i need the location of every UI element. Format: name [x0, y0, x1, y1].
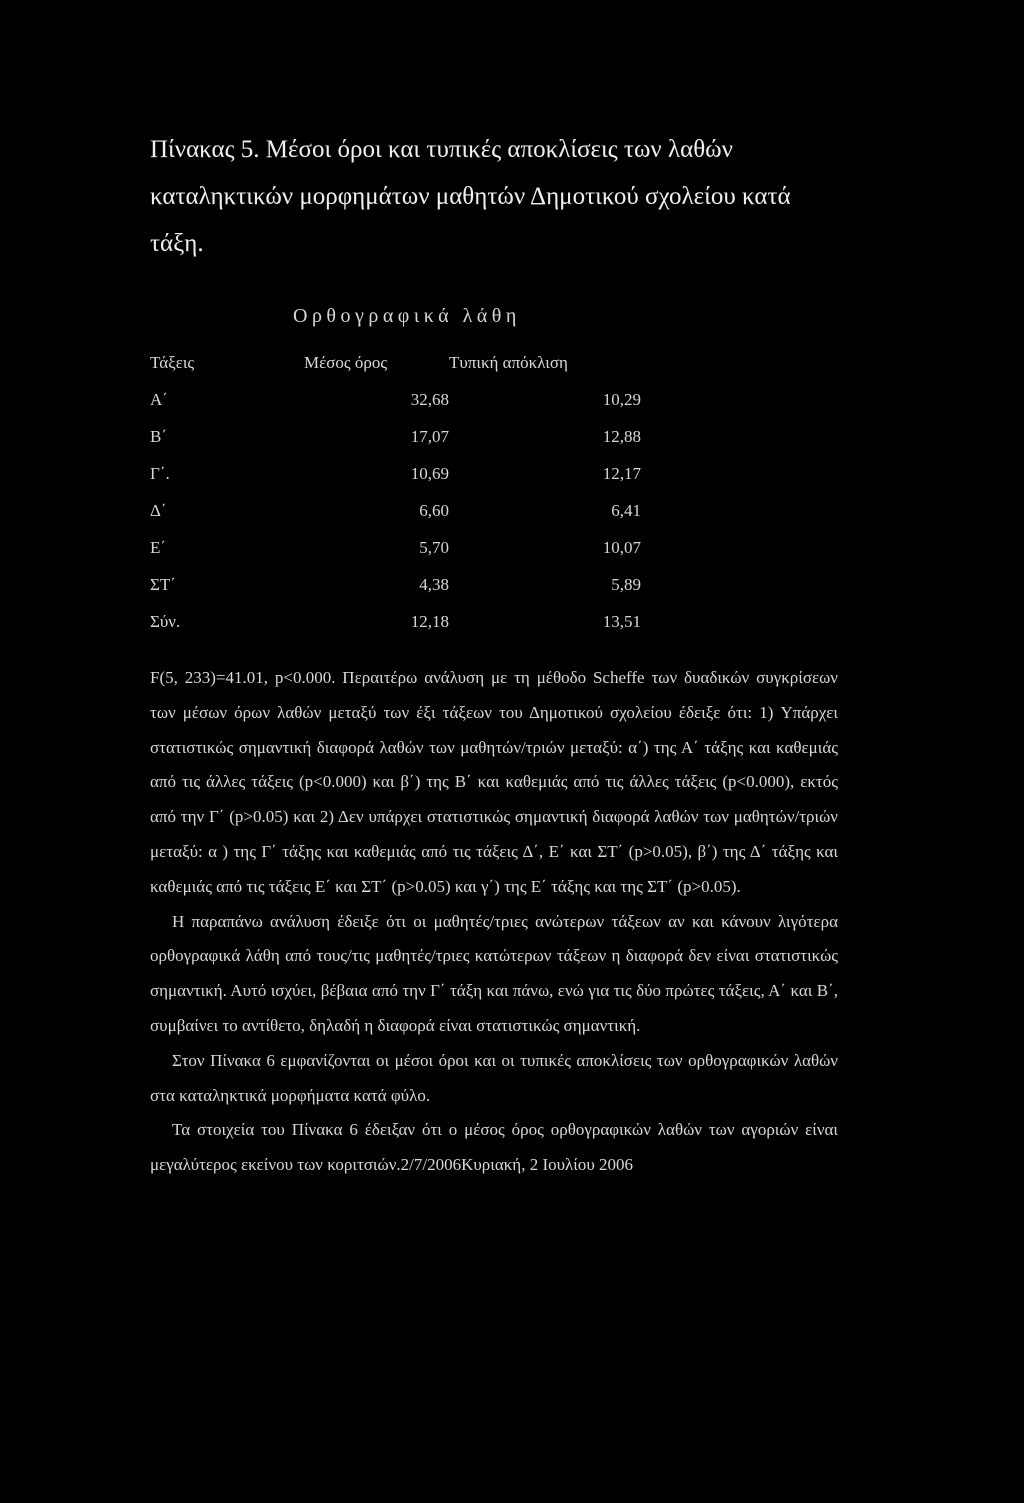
cell-sd: 13,51 — [602, 611, 641, 631]
cell-sd: 10,07 — [602, 537, 641, 557]
cell-sd: 5,89 — [611, 574, 641, 594]
paragraph-analysis: F(5, 233)=41.01, p<0.000. Περαιτέρω ανάλυση με τη μέθοδο Scheffe των δυαδικών συγκρίσεων των μέσων όρων λαθών μεταξύ των έξι τάξεων του Δημοτικού σχολείου έδειξε ότι: 1) Υπάρχει στατιστικώς σημαντική διαφορά λαθών των μαθητών/τριών μεταξύ: α΄) της Α΄ τάξης και καθεμιάς από τις άλλες τάξεις (p<0.000) και β΄) της Β΄ και καθεμιάς από τις άλλες τάξεις (p<0.000), εκτός από την Γ΄ (p>0.05) και 2) Δεν υπάρχει στατιστικώς σημαντική διαφορά λαθών των μαθητών/τριών μεταξύ: α ) της Γ΄ τάξης και καθεμιάς από τις τάξεις Δ΄, Ε΄ και ΣΤ΄ (p>0.05), β΄) της Δ΄ τάξης και καθεμιάς από τις τάξεις Ε΄ και ΣΤ΄ (p>0.05) και γ΄) της Ε΄ τάξης και της ΣΤ΄ (p>0.05). — [150, 668, 838, 896]
cell-mean: 32,68 — [410, 389, 449, 409]
table-caption: Πίνακας 5. Μέσοι όροι και τυπικές αποκλίσεις των λαθών καταληκτικών μορφημάτων μαθητών Δημοτικού σχολείου κατά τάξη. — [150, 136, 791, 257]
table-row — [150, 381, 641, 418]
body-text — [150, 661, 838, 1183]
cell-mean: 10,69 — [410, 463, 449, 483]
table-row-total — [150, 603, 641, 640]
table-row — [150, 455, 641, 492]
cell-class: Δ΄ — [150, 500, 167, 520]
cell-mean: 6,60 — [419, 500, 449, 520]
cell-class: Β΄ — [150, 426, 167, 446]
table-row — [150, 529, 641, 566]
paragraph-interpretation: Η παραπάνω ανάλυση έδειξε ότι οι μαθητές/τριες ανώτερων τάξεων αν και κάνουν λιγότερα ορθογραφικά λάθη από τους/τις μαθητές/τριες κατώτερων τάξεων η διαφορά δεν είναι στατιστικώς σημαντική. Αυτό ισχύει, βέβαια από την Γ΄ τάξη και πάνω, ενώ για τις δύο πρώτες τάξεις, Α΄ και Β΄, συμβαίνει το αντίθετο, δηλαδή η διαφορά είναι στατιστικώς σημαντική. — [150, 911, 838, 1035]
table-header-row — [150, 344, 641, 381]
cell-sd: 12,17 — [602, 463, 641, 483]
cell-sd: 6,41 — [611, 500, 641, 520]
cell-class: Α΄ — [150, 389, 168, 409]
column-header-sd: Τυπική απόκλιση — [449, 352, 568, 372]
paragraph-table6-intro: Στον Πίνακα 6 εμφανίζονται οι μέσοι όροι και οι τυπικές αποκλίσεις των ορθογραφικών λαθών στα καταληκτικά μορφήματα κατά φύλο. — [150, 1050, 838, 1105]
cell-mean: 4,38 — [419, 574, 449, 594]
table-row — [150, 418, 641, 455]
cell-mean: 5,70 — [419, 537, 449, 557]
cell-sd: 10,29 — [602, 389, 641, 409]
column-header-class: Τάξεις — [150, 352, 195, 372]
paragraph-table6-result: Τα στοιχεία του Πίνακα 6 έδειξαν ότι ο μέσος όρος ορθογραφικών λαθών των αγοριών είναι μεγαλύτερος εκείνου των κοριτσιών.2/7/2006Κυριακή, 2 Ιουλίου 2006 — [150, 1120, 838, 1175]
cell-sd: 12,88 — [602, 426, 641, 446]
cell-class: Ε΄ — [150, 537, 167, 557]
cell-mean: 12,18 — [410, 611, 449, 631]
cell-mean: 17,07 — [410, 426, 449, 446]
cell-class: ΣΤ΄ — [150, 574, 176, 594]
cell-class: Γ΄. — [150, 463, 170, 483]
table-heading: Ορθογραφικά λάθη — [293, 305, 521, 327]
column-header-mean: Μέσος όρος — [304, 352, 388, 372]
table-row — [150, 566, 641, 603]
cell-class: Σύν. — [150, 611, 181, 631]
table-row — [150, 492, 641, 529]
stats-table — [150, 344, 641, 640]
